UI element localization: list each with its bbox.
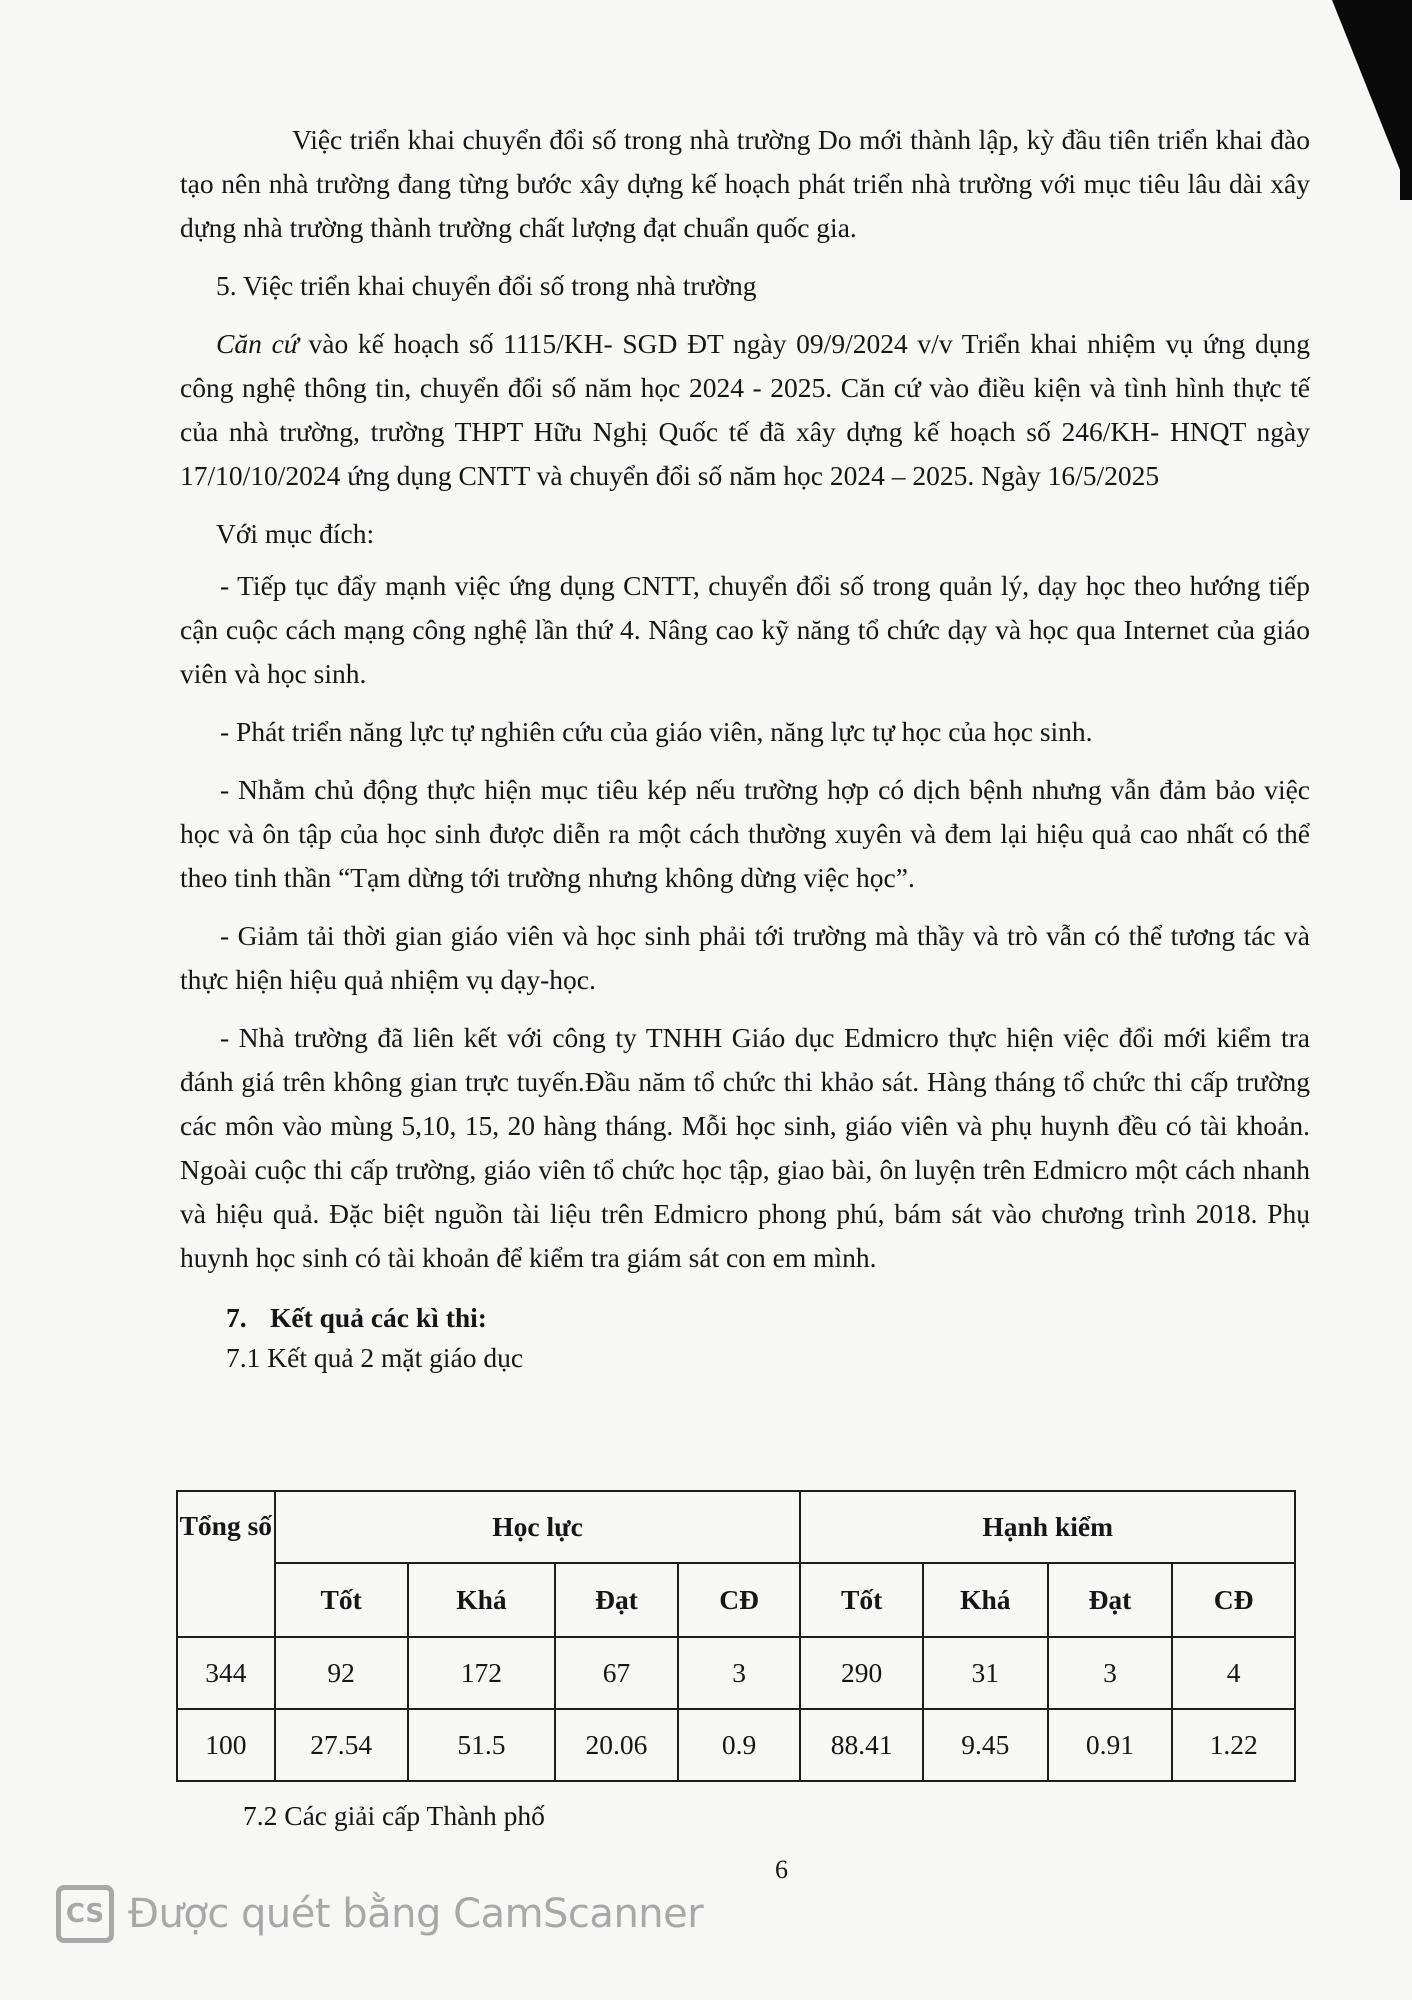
table-cell: 4 xyxy=(1172,1637,1295,1709)
table-row-percent xyxy=(177,1709,1295,1781)
table-cell: 67 xyxy=(555,1637,678,1709)
basis-text: vào kế hoạch số 1115/KH- SGD ĐT ngày 09/9/2024 v/v Triển khai nhiệm vụ ứng dụng công nghệ thông tin, chuyển đổi số năm học 2024 - 2025. Căn cứ vào điều kiện và tình hình thực tế của nhà trường, trường THPT Hữu Nghị Quốc tế đã xây dựng kế hoạch số 246/KH- HNQT ngày 17/10/10/2024 ứng dụng CNTT và chuyển đổi số năm học 2024 – 2025. Ngày 16/5/2025 xyxy=(180,328,1310,491)
table-cell: 0.91 xyxy=(1048,1709,1173,1781)
subheader-cell: Tốt xyxy=(800,1563,923,1637)
table-cell: 88.41 xyxy=(800,1709,923,1781)
table-cell: 3 xyxy=(678,1637,801,1709)
section-5-title: 5. Việc triển khai chuyển đổi số trong nhà trường xyxy=(216,270,757,301)
header-hoc-luc: Học lực xyxy=(275,1491,801,1563)
subheader-cell: Khá xyxy=(408,1563,556,1637)
section-7-title: Kết quả các kì thi: xyxy=(270,1302,487,1333)
subheader-cell: Tốt xyxy=(275,1563,408,1637)
bullet-2: - Phát triển năng lực tự nghiên cứu của giáo viên, năng lực tự học của học sinh. xyxy=(220,716,1093,747)
table-cell: 20.06 xyxy=(555,1709,678,1781)
camscanner-logo-icon: CS xyxy=(56,1885,114,1943)
table-cell: 344 xyxy=(177,1637,275,1709)
document-body xyxy=(180,118,1310,1378)
table-cell: 3 xyxy=(1048,1637,1173,1709)
scan-dark-edge xyxy=(1400,0,1412,200)
basis-paragraph xyxy=(180,322,1310,498)
section-7-number: 7. xyxy=(226,1302,247,1333)
subheader-cell: Khá xyxy=(923,1563,1048,1637)
table-cell: 27.54 xyxy=(275,1709,408,1781)
table-cell: 290 xyxy=(800,1637,923,1709)
table-cell: 172 xyxy=(408,1637,556,1709)
table-cell: 9.45 xyxy=(923,1709,1048,1781)
table-header-row-1 xyxy=(177,1491,1295,1563)
bullet-5: - Nhà trường đã liên kết với công ty TNHH Giáo dục Edmicro thực hiện việc đổi mới kiểm tra đánh giá trên không gian trực tuyến.Đầu năm tổ chức thi khảo sát. Hàng tháng tổ chức thi cấp trường các môn vào mùng 5,10, 15, 20 hàng tháng. Mỗi học sinh, giáo viên và phụ huynh đều có tài khoản. Ngoài cuộc thi cấp trường, giáo viên tổ chức học tập, giao bài, ôn luyện trên Edmicro một cách nhanh và hiệu quả. Đặc biệt nguồn tài liệu trên Edmicro phong phú, bám sát vào chương trình 2018. Phụ huynh học sinh có tài khoản để kiểm tra giám sát con em mình. xyxy=(180,1022,1310,1273)
header-total: Tổng số xyxy=(177,1491,275,1637)
header-hanh-kiem: Hạnh kiểm xyxy=(800,1491,1295,1563)
basis-italic: Căn cứ xyxy=(216,328,299,359)
table-cell: 92 xyxy=(275,1637,408,1709)
subheader-cell: Đạt xyxy=(1048,1563,1173,1637)
subheader-cell: CĐ xyxy=(1172,1563,1295,1637)
table-cell: 51.5 xyxy=(408,1709,556,1781)
table-cell: 100 xyxy=(177,1709,275,1781)
bullet-4: - Giảm tải thời gian giáo viên và học sinh phải tới trường mà thầy và trò vẫn có thể tương tác và thực hiện hiệu quả nhiệm vụ dạy-học. xyxy=(180,920,1310,995)
purpose-label: Với mục đích: xyxy=(216,518,375,549)
bullet-1: - Tiếp tục đẩy mạnh việc ứng dụng CNTT, chuyển đổi số trong quản lý, dạy học theo hướng tiếp cận cuộc cách mạng công nghệ lần thứ 4. Nâng cao kỹ năng tổ chức dạy và học qua Internet của giáo viên và học sinh. xyxy=(180,570,1310,689)
table-row-counts xyxy=(177,1637,1295,1709)
table-cell: 31 xyxy=(923,1637,1048,1709)
table-header-row-2 xyxy=(177,1563,1295,1637)
bullet-3: - Nhằm chủ động thực hiện mục tiêu kép nếu trường hợp có dịch bệnh nhưng vẫn đảm bảo việc học và ôn tập của học sinh được diễn ra một cách thường xuyên và đem lại hiệu quả cao nhất có thể theo tinh thần “Tạm dừng tới trường nhưng không dừng việc học”. xyxy=(180,774,1310,893)
table-cell: 0.9 xyxy=(678,1709,801,1781)
intro-paragraph: Việc triển khai chuyển đổi số trong nhà trường Do mới thành lập, kỳ đầu tiên triển khai đào tạo nên nhà trường đang từng bước xây dựng kế hoạch phát triển nhà trường với mục tiêu lâu dài xây dựng nhà trường thành trường chất lượng đạt chuẩn quốc gia. xyxy=(180,124,1310,243)
section-7-heading xyxy=(180,1298,1310,1338)
watermark-text: Được quét bằng CamScanner xyxy=(128,1891,704,1937)
section-7-2-title: 7.2 Các giải cấp Thành phố xyxy=(243,1800,545,1831)
subheader-cell: CĐ xyxy=(678,1563,801,1637)
table-cell: 1.22 xyxy=(1172,1709,1295,1781)
section-7-1-title: 7.1 Kết quả 2 mặt giáo dục xyxy=(226,1342,524,1373)
page-number: 6 xyxy=(775,1855,788,1884)
subheader-cell: Đạt xyxy=(555,1563,678,1637)
education-results-table xyxy=(176,1490,1296,1782)
camscanner-watermark xyxy=(56,1885,703,1943)
